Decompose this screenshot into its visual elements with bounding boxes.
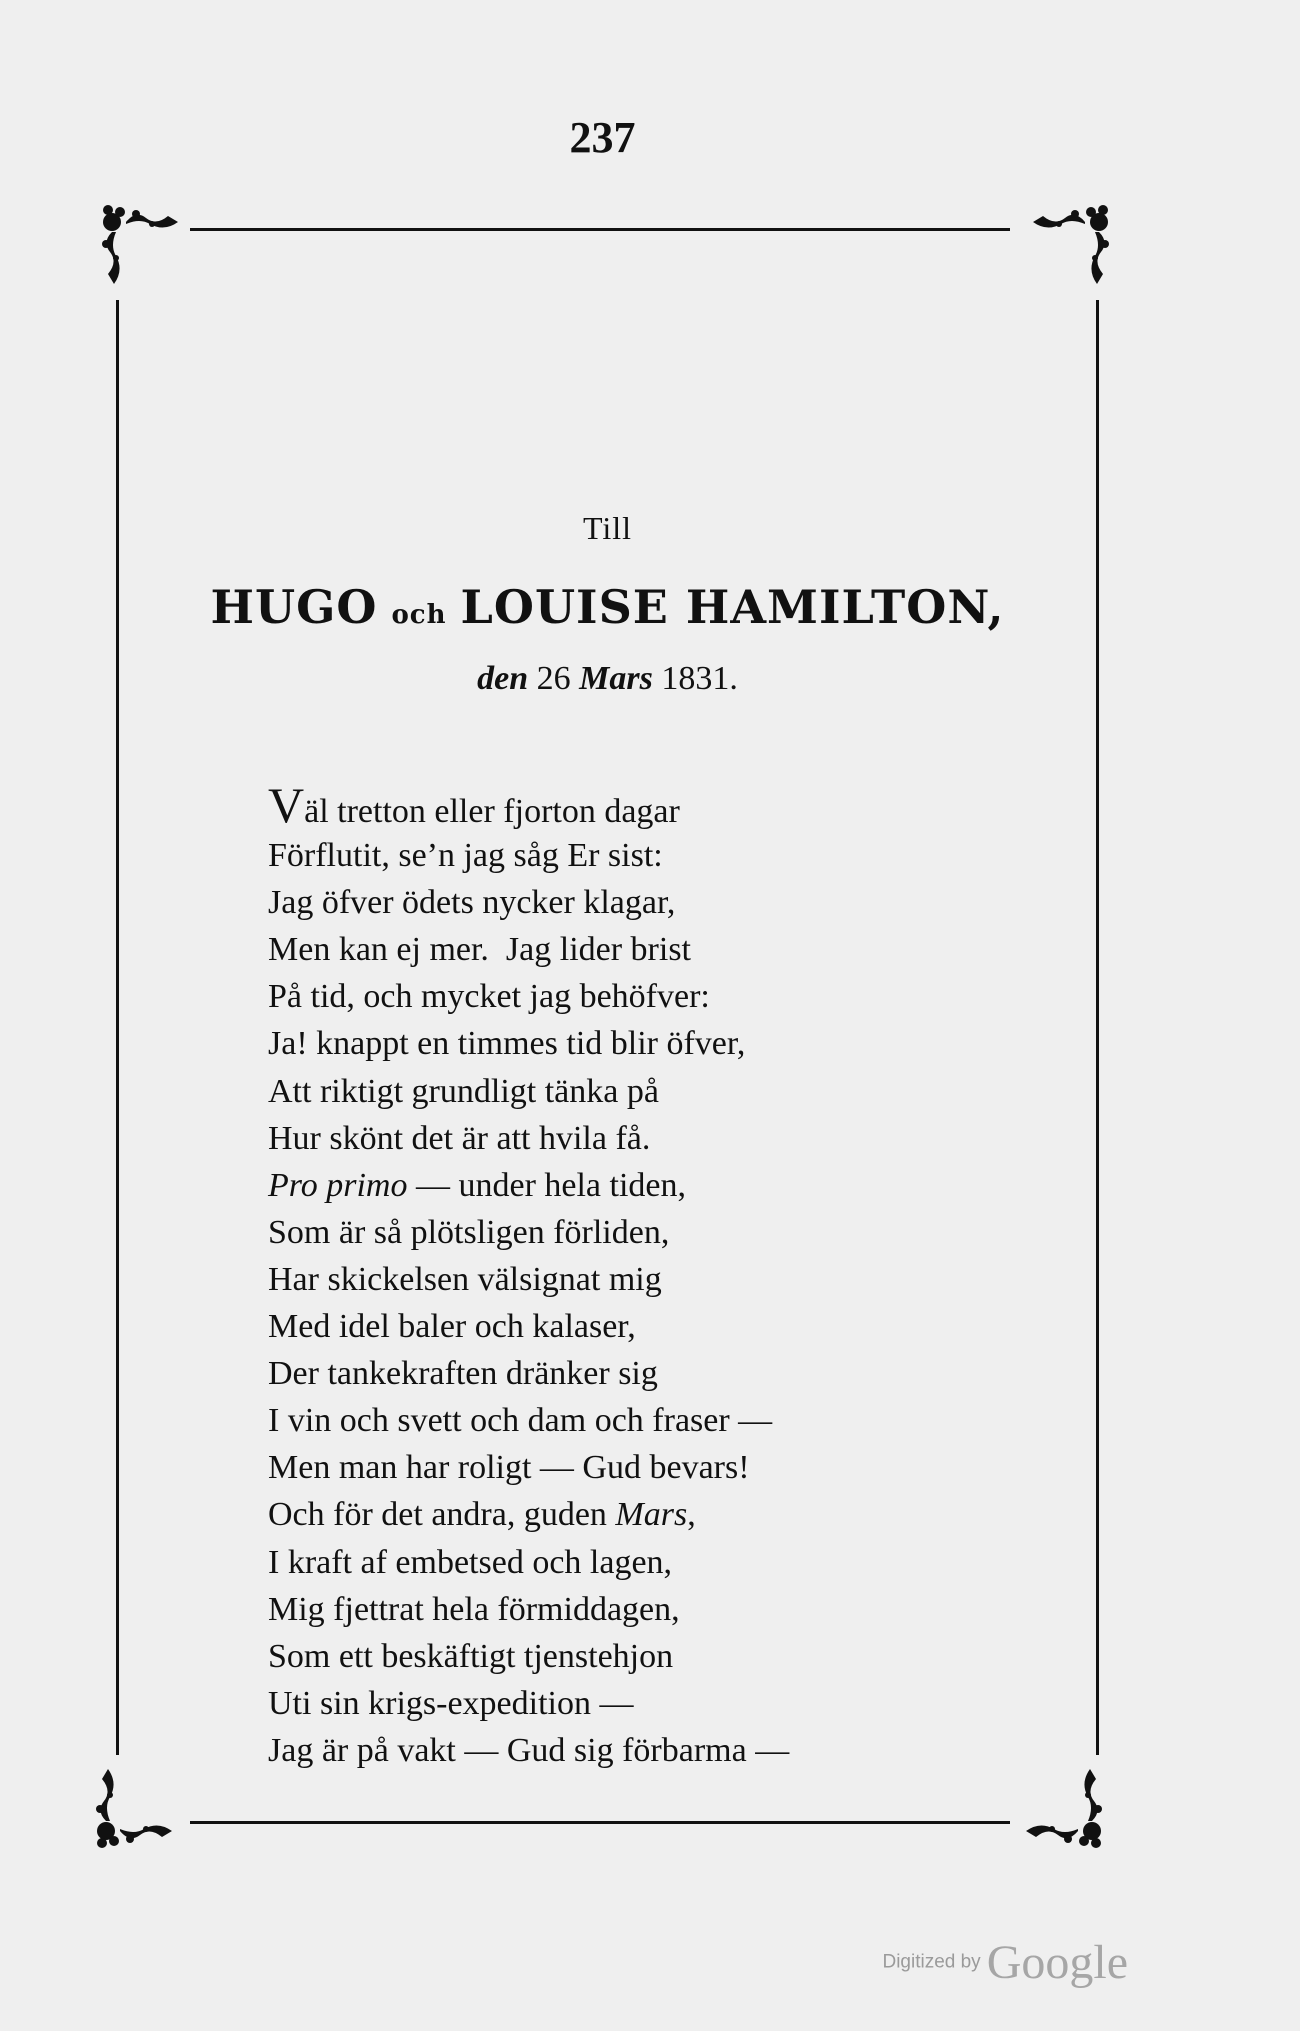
poem-line: Jag är på vakt — Gud sig förbarma — [268, 1731, 790, 1769]
dedication-names [0, 580, 1215, 634]
poem-line: Ja! knappt en timmes tid blir öfver, [268, 1025, 746, 1063]
poem-line: Har skickelsen välsignat mig [268, 1260, 662, 1298]
poem-line: I kraft af embetsed och lagen, [268, 1543, 673, 1581]
digitized-watermark [882, 1935, 1128, 1990]
poem-line: Men man har roligt — Gud bevars! [268, 1449, 750, 1487]
date-year: 1831. [661, 660, 738, 697]
page-number: 237 [569, 113, 636, 162]
poem-line: Jag öfver ödets nycker klagar, [268, 884, 676, 922]
poem-line [268, 777, 1028, 833]
corner-ornament-icon [96, 198, 206, 308]
poem-italic-phrase: Mars [615, 1496, 688, 1534]
poem-line-text: , [687, 1496, 696, 1534]
date-month: Mars [579, 660, 653, 697]
dedication-to-text: Till [582, 510, 633, 546]
digitized-by-text: Digitized by [882, 1951, 981, 1973]
poem-line [268, 1491, 1028, 1538]
dedication-date [0, 660, 1215, 698]
poem-line [268, 1162, 1028, 1209]
name-hugo: HUGO [210, 580, 378, 634]
frame-top-rule [190, 228, 1010, 231]
poem-line: Men kan ej mer. Jag lider brist [268, 931, 692, 969]
poem-line: Mig fjettrat hela förmiddagen, [268, 1590, 680, 1628]
poem-line: Som ett beskäftigt tjenstehjon [268, 1637, 674, 1675]
poem-line-text: äl tretton eller fjorton dagar [304, 793, 680, 830]
google-logo: Google [986, 1936, 1128, 1989]
name-louise-hamilton: LOUISE HAMILTON, [460, 580, 1005, 634]
corner-ornament-icon [90, 1745, 200, 1855]
poem-line: På tid, och mycket jag behöfver: [268, 978, 710, 1016]
poem-line: Att riktigt grundligt tänka på [268, 1072, 659, 1110]
poem-line: Der tankekraften dränker sig [268, 1355, 658, 1393]
poem-italic-phrase: Pro primo [268, 1166, 408, 1204]
frame-bottom-rule [190, 1821, 1010, 1824]
corner-ornament-icon [1005, 198, 1115, 308]
date-den: den [477, 660, 529, 697]
poem-line-text: — under hela tiden, [407, 1166, 687, 1204]
poem-line: Uti sin krigs-expedition — [268, 1684, 634, 1722]
dedication-to [0, 510, 1215, 547]
date-day: 26 [536, 660, 571, 697]
poem-line: Förflutit, se’n jag såg Er sist: [268, 837, 663, 875]
conjunction-och: och [391, 600, 447, 630]
drop-cap: V [268, 777, 305, 833]
poem-body [268, 777, 1028, 1774]
poem-line: Hur skönt det är att hvila få. [268, 1119, 651, 1157]
poem-line: Med idel baler och kalaser, [268, 1308, 636, 1346]
poem-line: I vin och svett och dam och fraser — [268, 1402, 773, 1440]
poem-line: Som är så plötsligen förliden, [268, 1213, 670, 1251]
poem-line-text: Och för det andra, guden [268, 1496, 616, 1534]
